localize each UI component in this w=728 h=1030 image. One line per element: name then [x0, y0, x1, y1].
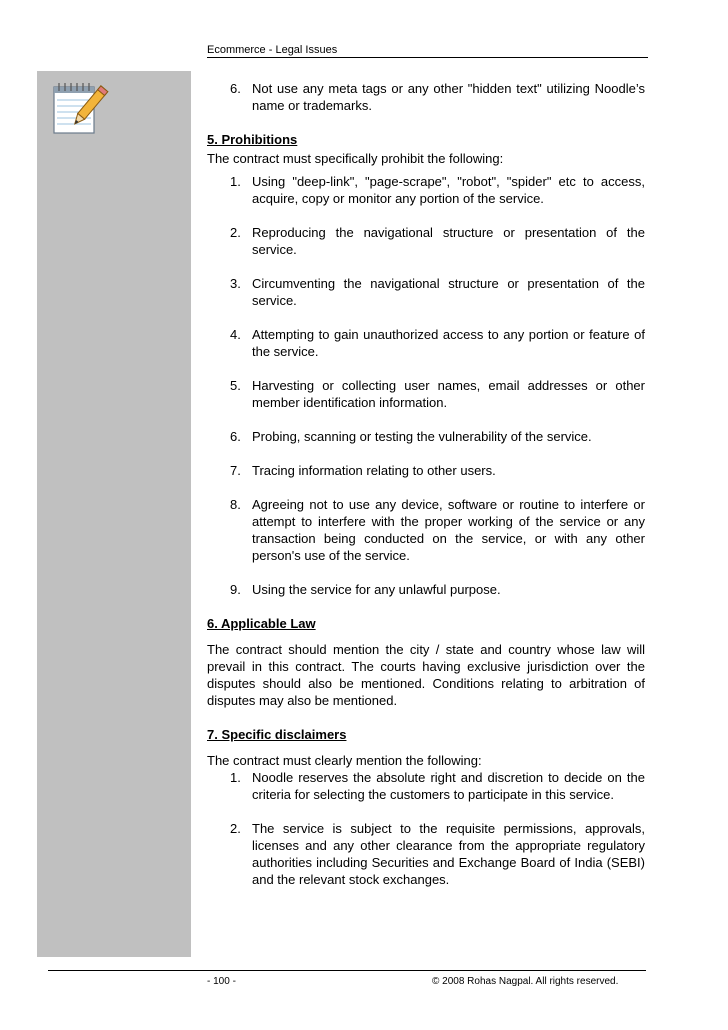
list-number: 9.: [230, 582, 241, 597]
prohibitions-list: [207, 173, 645, 598]
list-item: [207, 80, 645, 114]
list-number: 2.: [230, 821, 241, 836]
section-lead: The contract must clearly mention the following:: [207, 753, 482, 768]
section-body: The contract should mention the city / state and country whose law will prevail in this contract. The courts having exclusive jurisdiction over the disputes should also be mentioned. Conditions relating to arbitration of disputes may also be mentioned.: [207, 642, 645, 708]
list-number: 3.: [230, 276, 241, 291]
list-item: [207, 275, 645, 309]
list-number: 4.: [230, 327, 241, 342]
list-text: Probing, scanning or testing the vulnerability of the service.: [252, 429, 592, 444]
section-lead: The contract must specifically prohibit the following:: [207, 151, 504, 166]
list-item: [207, 377, 645, 411]
list-text: Harvesting or collecting user names, email addresses or other member identification information.: [252, 378, 645, 410]
list-number: 5.: [230, 378, 241, 393]
list-number: 1.: [230, 770, 241, 785]
list-item: [207, 462, 645, 479]
list-text: Reproducing the navigational structure or presentation of the service.: [252, 225, 645, 257]
list-item: [207, 428, 645, 445]
list-text: Attempting to gain unauthorized access to any portion or feature of the service.: [252, 327, 645, 359]
list-number: 1.: [230, 174, 241, 189]
list-item: [207, 224, 645, 258]
list-text: Agreeing not to use any device, software or routine to interfere or attempt to interfere with the proper working of the service or any transaction being conducted on the service, or with any other person's use of the service.: [252, 497, 645, 563]
notepad-pencil-icon: [50, 79, 114, 137]
running-header: Ecommerce - Legal Issues: [207, 44, 338, 56]
disclaimers-list: [207, 769, 645, 888]
footer-divider: [48, 970, 646, 971]
list-text: Using the service for any unlawful purpose.: [252, 582, 501, 597]
list-item: [207, 769, 645, 803]
list-number: 2.: [230, 225, 241, 240]
list-item: [207, 173, 645, 207]
left-sidebar-panel: [37, 71, 191, 957]
list-text: Noodle reserves the absolute right and discretion to decide on the criteria for selecting the customers to participate in this service.: [252, 770, 645, 802]
list-number: 8.: [230, 497, 241, 512]
section-heading-prohibitions: 5. Prohibitions: [207, 132, 298, 147]
list-text: Not use any meta tags or any other "hidden text" utilizing Noodle’s name or trademarks.: [252, 81, 645, 113]
copyright-notice: © 2008 Rohas Nagpal. All rights reserved.: [432, 976, 619, 987]
list-item: [207, 820, 645, 888]
list-text: Using "deep-link", "page-scrape", "robot", "spider" etc to access, acquire, copy or monitor any portion of the service.: [252, 174, 645, 206]
list-item: [207, 581, 645, 598]
page-body: [207, 80, 645, 888]
list-item: [207, 326, 645, 360]
section-heading-applicable-law: 6. Applicable Law: [207, 616, 316, 631]
page-number: - 100 -: [207, 976, 236, 987]
list-number: 7.: [230, 463, 241, 478]
list-number: 6.: [230, 429, 241, 444]
list-text: Tracing information relating to other users.: [252, 463, 496, 478]
list-number: 6.: [230, 81, 241, 96]
list-text: The service is subject to the requisite permissions, approvals, licenses and any other clearance from the appropriate regulatory authorities including Securities and Exchange Board of India (SEBI) and the relevant stock exchanges.: [252, 821, 645, 887]
list-text: Circumventing the navigational structure or presentation of the service.: [252, 276, 645, 308]
list-item: [207, 496, 645, 564]
section-heading-specific-disclaimers: 7. Specific disclaimers: [207, 727, 347, 742]
header-divider: [207, 57, 648, 58]
